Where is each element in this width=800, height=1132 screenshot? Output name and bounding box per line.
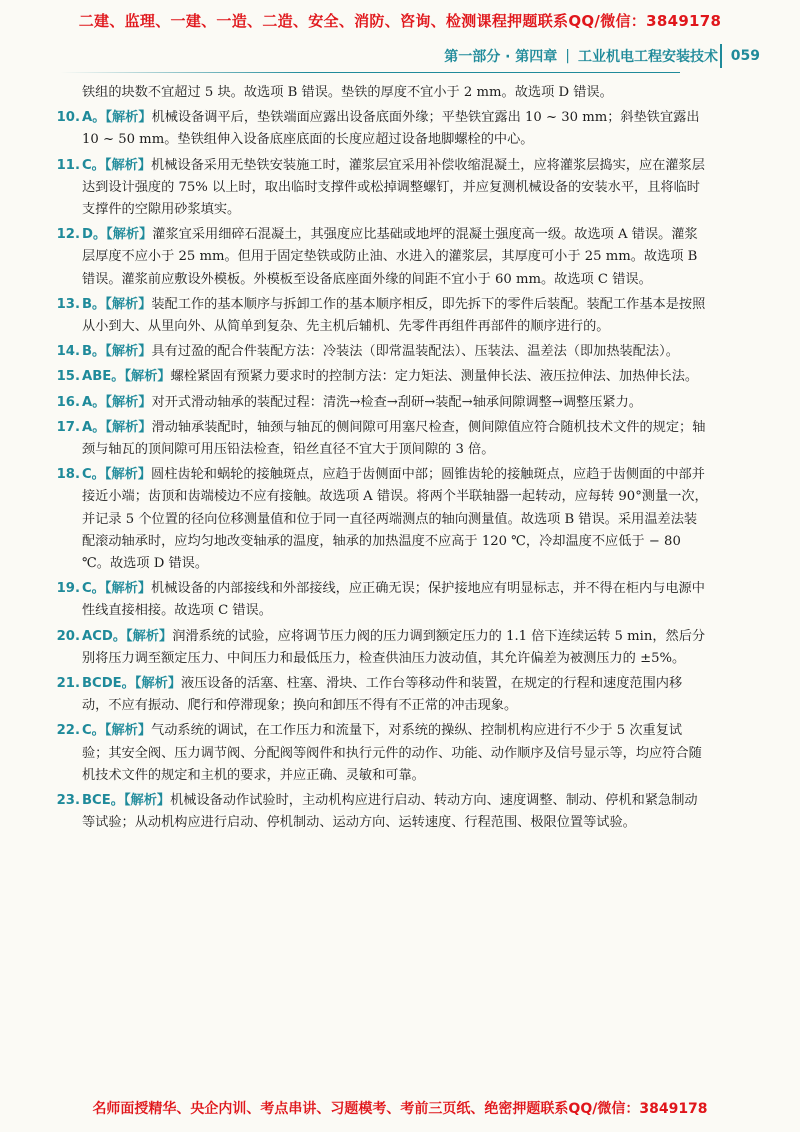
item-explanation: 机械设备采用无垫铁安装施工时，灌浆层宜采用补偿收缩混凝土，应将灌浆层捣实，应在灌浆层达到设计强度的 75% 以上时，取出临时支撑件或松掉调整螺钉，并应复测机械设备的安装水平，且将临时支撑件的空隙用砂浆填实。 (82, 157, 705, 218)
running-header (444, 44, 718, 68)
analysis-tag: 【解析】 (126, 628, 173, 644)
item-answer: BCDE。 (82, 676, 135, 692)
item-explanation: 滑动轴承装配时，轴颈与轴瓦的侧间隙可用塞尺检查，侧间隙值应符合随机技术文件的规定；轴颈与轴瓦的顶间隙可用压铅法检查，铅丝直径不宜大于顶间隙的 3 倍。 (82, 419, 706, 458)
answer-item (58, 720, 708, 787)
item-answer: ABE。 (82, 369, 125, 385)
item-explanation: 机械设备的内部接线和外部接线，应正确无误；保护接地应有明显标志，并不得在柜内与电源中性线直接相接。故选项 C 错误。 (82, 581, 705, 619)
item-number: 13. (56, 296, 80, 312)
item-answer: D。 (82, 227, 107, 243)
header-chapter: 工业机电工程安装技术 (578, 49, 718, 65)
item-explanation: 螺栓紧固有预紧力要求时的控制方法：定力矩法、测量伸长法、液压拉伸法、加热伸长法。 (170, 369, 699, 385)
header-separator: | (565, 48, 570, 64)
header-rule (60, 72, 680, 73)
bottom-promo-banner: 名师面授精华、央企内训、考点串讲、习题模考、考前三页纸、绝密押题联系QQ/微信：3849178 (92, 1101, 708, 1117)
item-number: 20. (56, 628, 80, 644)
analysis-tag: 【解析】 (123, 793, 171, 809)
item-number: 23. (56, 793, 80, 809)
lead-paragraph: 铁组的块数不宜超过 5 块。故选项 B 错误。垫铁的厚度不宜小于 2 mm。故选项 D 错误。 (82, 85, 613, 100)
answer-item (58, 341, 708, 363)
analysis-tag: 【解析】 (124, 369, 171, 385)
answer-item (58, 417, 708, 461)
analysis-tag: 【解析】 (105, 344, 152, 360)
item-answer: ACD。 (82, 628, 127, 644)
item-answer: A。 (82, 419, 106, 435)
item-number: 17. (56, 419, 80, 435)
item-explanation: 具有过盈的配合件装配方法：冷装法（即常温装配法）、压装法、温差法（即加热装配法）。 (151, 344, 679, 360)
answer-item (58, 392, 708, 414)
answer-item (58, 673, 708, 717)
item-answer: C。 (82, 467, 105, 483)
analysis-tag: 【解析】 (105, 419, 152, 435)
top-promo-banner: 二建、监理、一建、一造、二造、安全、消防、咨询、检测课程押题联系QQ/微信：3849178 (78, 12, 722, 30)
answer-list (58, 82, 708, 838)
item-explanation: 机械设备调平后，垫铁端面应露出设备底面外缘；平垫铁宜露出 10 ~ 30 mm；斜垫铁宜露出 10 ~ 50 mm。垫铁组伸入设备底座底面的长度应超过设备地脚螺栓的中心。 (82, 110, 700, 148)
analysis-tag: 【解析】 (105, 110, 152, 126)
item-number: 22. (56, 723, 80, 739)
answer-item (58, 224, 708, 291)
answer-item (58, 155, 708, 222)
item-answer: C。 (82, 157, 105, 173)
answer-item (58, 464, 708, 575)
item-answer: C。 (82, 581, 105, 597)
item-answer: B。 (82, 344, 106, 360)
item-answer: BCE。 (82, 793, 124, 809)
answer-item (58, 578, 708, 622)
item-explanation: 灌浆宜采用细碎石混凝土，其强度应比基础或地坪的混凝土强度高一级。故选项 A 错误。灌浆层厚度不应小于 25 mm。但用于固定垫铁或防止油、水进入的灌浆层，其厚度可小于 25 mm。故选项 B 错误。灌浆前应敷设外模板。外模板至设备底座面外缘的间距不宜小于 60 mm。故选项 C 错误。 (82, 227, 698, 287)
answer-item (58, 790, 708, 834)
header-part: 第一部分 · 第四章 (444, 49, 558, 65)
answer-item (58, 107, 708, 151)
item-answer: B。 (82, 296, 106, 312)
analysis-tag: 【解析】 (104, 723, 152, 739)
analysis-tag: 【解析】 (134, 676, 182, 692)
item-explanation: 润滑系统的试验，应将调节压力阀的压力调到额定压力的 1.1 倍下连续运转 5 min，然后分别将压力调至额定压力、中间压力和最低压力，检查供油压力波动值，其允许偏差为被测压力的 ±5%。 (82, 628, 706, 666)
item-number: 18. (56, 467, 80, 483)
item-number: 16. (56, 394, 80, 410)
item-number: 11. (56, 157, 80, 173)
item-explanation: 气动系统的调试，在工作压力和流量下，对系统的操纵、控制机构应进行不少于 5 次重复试验；其安全阀、压力调节阀、分配阀等阀件和执行元件的动作、功能、动作顺序及信号显示等，均应符合随机技术文件的规定和主机的要求，并应正确、灵敏和可靠。 (82, 723, 702, 783)
answer-item (58, 626, 708, 670)
item-answer: A。 (82, 394, 106, 410)
analysis-tag: 【解析】 (104, 581, 152, 597)
item-answer: C。 (82, 723, 105, 739)
item-explanation: 圆柱齿轮和蜗轮的接触斑点，应趋于齿侧面中部；圆锥齿轮的接触斑点，应趋于齿侧面的中部并接近小端；齿顶和齿端棱边不应有接触。故选项 A 错误。将两个半联轴器一起转动，应每转 90°测量一次，并记录 5 个位置的径向位移测量值和位于同一直径两端测点的轴向测量值。故选项 B 错误。采用温差法装配滚动轴承时，应均匀地改变轴承的温度，轴承的加热温度不应高于 120 ℃，冷却温度不应低于 − 80 ℃。故选项 D 错误。 (82, 467, 708, 572)
page-number: 059 (720, 44, 760, 68)
item-number: 10. (56, 110, 80, 126)
analysis-tag: 【解析】 (104, 467, 152, 483)
item-number: 21. (56, 676, 80, 692)
analysis-tag: 【解析】 (104, 157, 152, 173)
item-explanation: 装配工作的基本顺序与拆卸工作的基本顺序相反，即先拆下的零件后装配。装配工作基本是按照从小到大、从里向外、从简单到复杂、先主机后辅机、先零件再组件再部件的顺序进行的。 (82, 296, 706, 335)
item-number: 14. (56, 344, 80, 360)
analysis-tag: 【解析】 (105, 394, 152, 410)
item-answer: A。 (82, 110, 106, 126)
item-number: 15. (56, 369, 80, 385)
item-explanation: 机械设备动作试验时，主动机构应进行启动、转动方向、速度调整、制动、停机和紧急制动等试验；从动机构应进行启动、停机制动、运动方向、运转速度、行程范围、极限位置等试验。 (82, 793, 698, 831)
item-number: 19. (56, 581, 80, 597)
item-explanation: 对开式滑动轴承的装配过程：清洗→检查→刮研→装配→轴承间隙调整→调整压紧力。 (151, 394, 642, 410)
answer-item (58, 294, 708, 338)
item-number: 12. (56, 227, 80, 243)
analysis-tag: 【解析】 (105, 296, 152, 312)
item-explanation: 液压设备的活塞、柱塞、滑块、工作台等移动件和装置，在规定的行程和速度范围内移动，不应有振动、爬行和停滞现象；换向和卸压不得有不正常的冲击现象。 (82, 676, 683, 714)
answer-item (58, 366, 708, 388)
analysis-tag: 【解析】 (106, 227, 153, 243)
